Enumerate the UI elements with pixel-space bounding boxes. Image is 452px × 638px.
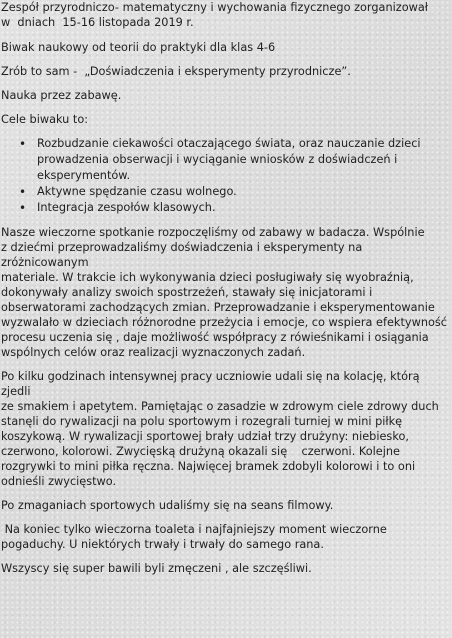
goal-item [1, 184, 450, 200]
paragraph-line: czerwono, kolorowi. Zwycięską drużyną okazali się czerwoni. Kolejne [1, 445, 400, 458]
paragraph-line: obserwatorami zachodzących zmian. Przeprowadzanie i eksperymentowanie [1, 301, 435, 314]
paragraph-line: rozgrywki to mini piłka ręczna. Najwięcej bramek zdobyli kolorowi i to oni [1, 460, 416, 473]
bullet-icon: • [19, 185, 27, 199]
intro-line-2: w dniach 15-16 listopada 2019 r. [1, 16, 194, 29]
paragraph-line: procesu uczenia się , daje możliwość współpracy z rówieśnikami i osiągania [1, 331, 429, 344]
paragraph-movie: Po zmaganiach sportowych udaliśmy się na seans filmowy. [1, 499, 334, 512]
bullet-icon: • [19, 201, 27, 215]
paragraph-workshop [1, 225, 450, 360]
paragraph-line: odnieśli zwycięstwo. [1, 475, 117, 488]
slogan-line: Nauka przez zabawę. [1, 89, 122, 102]
goal-text-line: eksperymentów. [37, 169, 131, 182]
document-body [1, 0, 450, 576]
paragraph-line: wyzwalało w dzieciach różnorodne przeżycia i emocje, co wspiera efektywność [1, 316, 447, 329]
paragraph-sports [1, 369, 450, 489]
paragraph-line: pogaduchy. U niektórych trwały i trwały do samego rana. [1, 538, 324, 551]
paragraph-line: materiale. W trakcie ich wykonywania dzieci posługiwały się wyobraźnią, [1, 271, 414, 284]
paragraph-line: ze smakiem i apetytem. Pamiętając o zasadzie w zdrowym ciele zdrowy duch [1, 400, 439, 413]
paragraph-closing: Wszyscy się super bawili byli zmęczeni , ale szczęśliwi. [1, 562, 312, 575]
goals-heading: Cele biwaku to: [1, 113, 89, 126]
motto-line: Zrób to sam - „Doświadczenia i eksperymenty przyrodnicze”. [1, 65, 351, 78]
goal-item [1, 200, 450, 216]
paragraph-line: koszykową. W rywalizacji sportowej brały udział trzy drużyny: niebiesko, [1, 430, 409, 443]
event-title: Biwak naukowy od teorii do praktyki dla klas 4-6 [1, 41, 276, 54]
paragraph-line: wspólnych celów oraz realizacji wyznaczonych zadań. [1, 346, 306, 359]
paragraph-evening [1, 522, 450, 552]
paragraph-line: Nasze wieczorne spotkanie rozpoczęliśmy od zabawy w badacza. Wspólnie [1, 226, 425, 239]
goal-text-line: Aktywne spędzanie czasu wolnego. [37, 185, 237, 198]
bullet-icon: • [19, 137, 27, 151]
goal-text-line: Rozbudzanie ciekawości otaczającego świata, oraz nauczanie dzieci [37, 137, 421, 150]
goal-item [1, 136, 450, 184]
goal-text-line: Integracja zespołów klasowych. [37, 201, 216, 214]
paragraph-line: dokonywały analizy swoich spostrzeżeń, stawały się inicjatorami i [1, 286, 373, 299]
goals-list [1, 136, 450, 216]
paragraph-line: stanęli do rywalizacji na polu sportowym i rozegrali turniej w mini piłkę [1, 415, 403, 428]
goal-text-line: prowadzenia obserwacji i wyciąganie wniosków z doświadczeń i [37, 153, 398, 166]
intro-line-1: Zespół przyrodniczo- matematyczny i wychowania fizycznego zorganizował [1, 1, 428, 14]
paragraph-line: z dziećmi przeprowadzaliśmy doświadczenia i eksperymenty na zróżnicowanym [1, 241, 366, 269]
paragraph-line: Po kilku godzinach intensywnej pracy uczniowie udali się na kolację, którą zjedli [1, 370, 424, 398]
paragraph-line: Na koniec tylko wieczorna toaleta i najfajniejszy moment wieczorne [1, 523, 387, 536]
